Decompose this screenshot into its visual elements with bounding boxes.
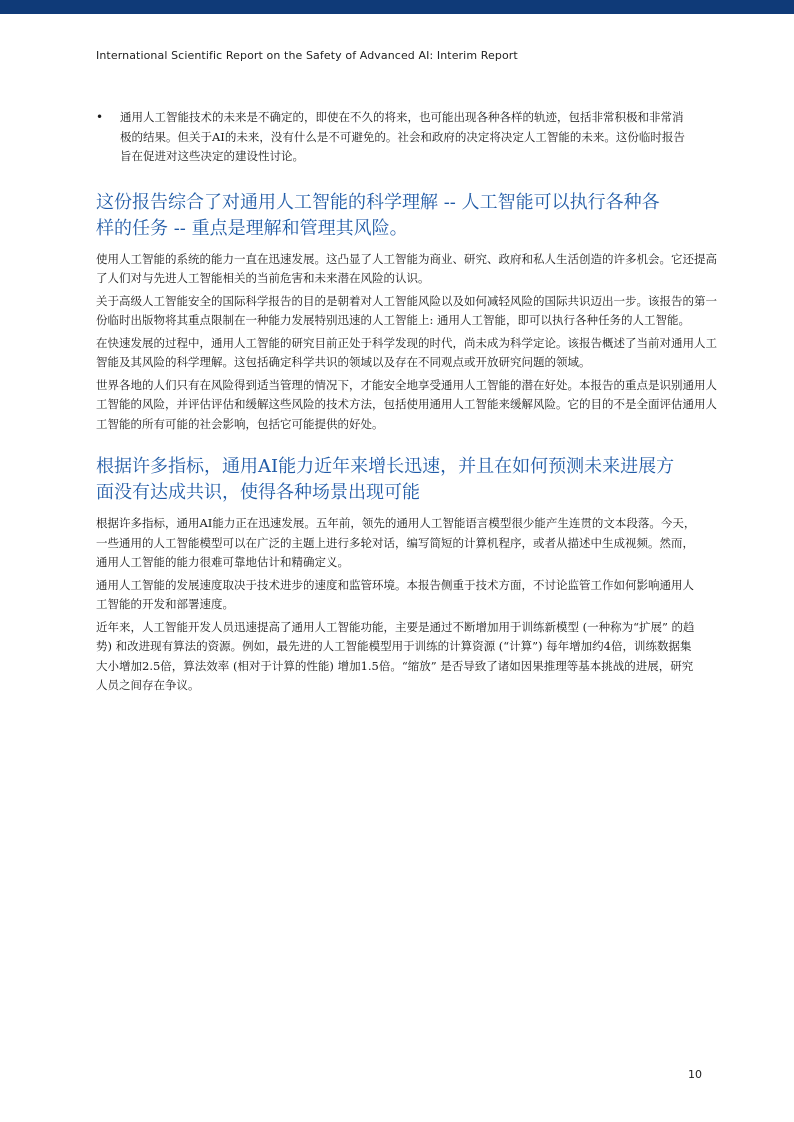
section-heading-1: 这份报告综合了对通用人工智能的科学理解 -- 人工智能可以执行各种各样的任务 -- 重点是理解和管理其风险。 (96, 191, 660, 239)
list-item (96, 108, 690, 167)
paragraph: 在快速发展的过程中，通用人工智能的研究目前正处于科学发现的时代，尚未成为科学定论。该报告概述了当前对通用人工智能及其风险的科学理解。这包括确定科学共识的领域以及存在不同观点或开放研究问题的领域。 (96, 335, 717, 369)
bullet-list (96, 108, 728, 167)
section-body-1 (96, 250, 728, 435)
paragraph: 通用人工智能的发展速度取决于技术进步的速度和监管环境。本报告侧重于技术方面，不讨论监管工作如何影响通用人工智能的开发和部署速度。 (96, 577, 694, 611)
paragraph: 近年来，人工智能开发人员迅速提高了通用人工智能功能，主要是通过不断增加用于训练新模型 (一种称为“扩展” 的趋势) 和改进现有算法的资源。例如，最先进的人工智能模型用于训练的计算资源 (“计算”) 每年增加约4倍，训练数据集大小增加2.5倍，算法效率 (相对于计算的性能) 增加1.5倍。“缩放” 是否导致了诸如因果推理等基本挑战的进展，研究人员之间存在争议。 (96, 619, 695, 692)
running-header: International Scientific Report on the Safety of Advanced AI: Interim Report (96, 49, 518, 62)
paragraph: 使用人工智能的系统的能力一直在迅速发展。这凸显了人工智能为商业、研究、政府和私人生活创造的许多机会。它还提高了人们对与先进人工智能相关的当前危害和未来潜在风险的认识。 (96, 251, 717, 285)
bullet-text: 通用人工智能技术的未来是不确定的，即使在不久的将来，也可能出现各种各样的轨迹，包括非常积极和非常消极的结果。但关于AI的未来，没有什么是不可避免的。社会和政府的决定将决定人工智能的未来。这份临时报告旨在促进对这些决定的建设性讨论。 (120, 110, 685, 163)
section-heading-2: 根据许多指标，通用AI能力近年来增长迅速，并且在如何预测未来进展方面没有达成共识，使得各种场景出现可能 (96, 456, 675, 503)
paragraph: 根据许多指标，通用AI能力正在迅速发展。五年前，领先的通用人工智能语言模型很少能产生连贯的文本段落。今天，一些通用的人工智能模型可以在广泛的主题上进行多轮对话，编写简短的计算机程序，或者从描述中生成视频。然而，通用人工智能的能力很难可靠地估计和精确定义。 (96, 516, 696, 569)
bullet-icon: • (96, 110, 104, 124)
top-color-bar (0, 0, 794, 14)
section-body-2 (96, 514, 728, 696)
paragraph: 关于高级人工智能安全的国际科学报告的目的是朝着对人工智能风险以及如何减轻风险的国际共识迈出一步。该报告的第一份临时出版物将其重点限制在一种能力发展特别迅速的人工智能上: 通用人工智能，即可以执行各种任务的人工智能。 (96, 293, 717, 327)
page-content (96, 108, 728, 696)
paragraph: 世界各地的人们只有在风险得到适当管理的情况下，才能安全地享受通用人工智能的潜在好处。本报告的重点是识别通用人工智能的风险，并评估评估和缓解这些风险的技术方法，包括使用通用人工智能来缓解风险。它的目的不是全面评估通用人工智能的所有可能的社会影响，包括它可能提供的好处。 (96, 377, 717, 431)
page-number: 10 (688, 1068, 702, 1081)
